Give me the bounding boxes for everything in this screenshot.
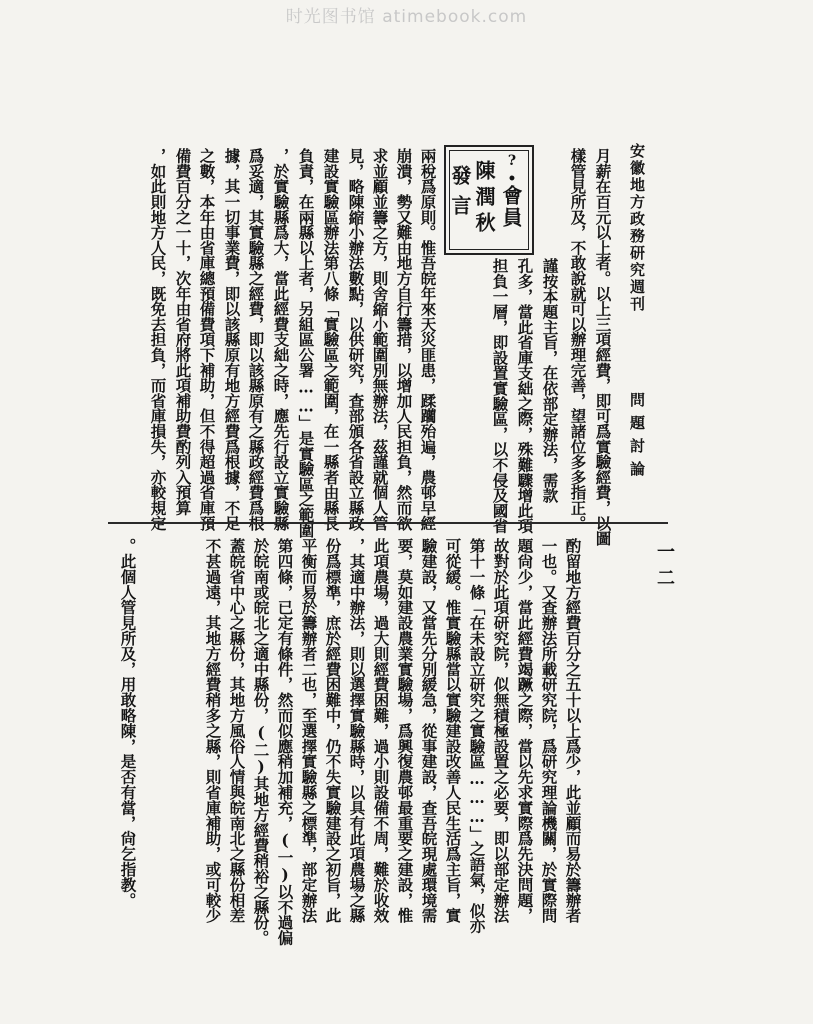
upper-col-5: 担負一層，即設置實驗區，以不侵及國省	[490, 258, 510, 534]
upper-col-15: 之數，本年由省庫總預備費項下補助，但不得超過省庫預	[197, 148, 217, 531]
upper-col-8: 求並顧並籌之方，則舍縮小範圍別無辦法，茲謹就個人管	[370, 148, 390, 531]
author-role: 會員	[499, 185, 523, 229]
lower-col-7: 驗建設，又當先分別緩急，從事建設，查吾皖現處環境需	[419, 538, 439, 924]
section-title: 問題討論	[628, 392, 646, 484]
upper-col-14: 據，其一切事業費，即以該縣原有地方經費爲根據，不足	[222, 148, 242, 531]
page-number: 一二	[654, 542, 675, 594]
author-note: 發言	[448, 165, 472, 225]
journal-title: 安徽地方政務研究週刊	[628, 143, 646, 313]
lower-col-17: 。此個人管見所及，用敢略陳，是否有當，尙乞指教。	[118, 538, 138, 908]
upper-col-11: 負責，在兩縣以上者，另組區公署……」是實驗區之範圍	[296, 148, 316, 538]
section-divider	[108, 522, 668, 524]
lower-col-2: 一也。又查辦法所載研究院，爲研究理論機關，於實際問	[539, 538, 559, 924]
lower-col-6: 可從緩。惟實驗縣當以實驗建設改善人民生活爲主旨，實	[443, 538, 463, 924]
upper-col-16: 備費百分之一十，次年由省府將此項補助費酌列入預算	[173, 148, 193, 516]
lower-col-15: 蓋皖省中心之縣份，其地方風俗人情與皖南北之縣份相差	[227, 538, 247, 924]
lower-col-3: 題尙少，當此經費竭蹶之際，當以先求實際爲先決問題，	[515, 538, 535, 924]
upper-col-12: ，於實驗縣爲大，當此經費支絀之時，應先行設立實驗縣	[271, 148, 291, 531]
upper-col-9: 見，略陳縮小辦法數點，以供研究，查部頒各省設立縣政	[346, 148, 366, 531]
watermark: 时光图书馆 atimebook.com	[285, 7, 528, 27]
author-mark: ?•	[504, 153, 520, 189]
upper-col-6: 兩稅爲原則。惟吾皖年來天災匪患，蹂躪殆遍，農邨早經	[418, 148, 438, 531]
upper-col-1: 月薪在百元以上者。以上三項經費，即可爲實驗經費，以圖	[593, 148, 613, 546]
upper-col-7: 崩潰，勢又難由地方自行籌措，以增加人民担負，然而欲	[394, 148, 414, 531]
upper-col-10: 建設實驗區辦法第八條「實驗區之範圍，在一縣者由縣長	[321, 148, 341, 531]
lower-col-5: 第十一條「在未設立研究之實驗區………」之語氣，似亦	[467, 538, 487, 934]
lower-col-4: 故對於此項研究院，似無積極設置之必要，即以部定辦法	[491, 538, 511, 924]
lower-col-8: 要，莫如建設農業實驗場，爲興復農邨最重要之建設，惟	[395, 538, 415, 924]
lower-col-11: 份爲標準，庶於經費困難中，仍不失實驗建設之初旨，此	[323, 538, 343, 924]
upper-col-4: 孔多，當此省庫支絀之際，殊難驟增此項	[515, 258, 535, 534]
lower-col-13: 第四條，已定有條件，然而似應稍加補充，(一)以不過偏	[275, 538, 295, 946]
upper-col-3: 謹按本題主旨，在依部定辦法，需款	[540, 258, 560, 503]
lower-col-10: ，其適中辦法，則以選擇實驗縣時，以具有此項農場之縣	[347, 538, 367, 924]
upper-col-2: 樣管見所及，不敢說就可以辦理完善，望諸位多多指正。	[568, 148, 588, 531]
upper-col-17: ，如此則地方人民，既免去担負，而省庫損失，亦較規定	[148, 148, 168, 531]
lower-col-14: 於皖南或皖北之適中縣份，(二)其地方經費稍裕之縣份。	[251, 538, 271, 946]
lower-col-16: 不甚過遠，其地方經費稍多之縣，則省庫補助，或可較少	[203, 538, 223, 924]
lower-col-1: 酌留地方經費百分之五十以上爲少，此並顧而易於籌辦者	[563, 538, 583, 924]
lower-col-12: 平衡而易於籌辦者二也，至選擇實驗縣之標準，部定辦法	[299, 538, 319, 924]
author-name: 陳潤秋	[472, 160, 496, 238]
lower-col-9: 此項農場，過大則經費困難，過小則設備不周，難於收效	[371, 538, 391, 924]
upper-col-13: 爲妥適，其實驗縣之經費，即以該縣原有之縣政經費爲根	[246, 148, 266, 531]
